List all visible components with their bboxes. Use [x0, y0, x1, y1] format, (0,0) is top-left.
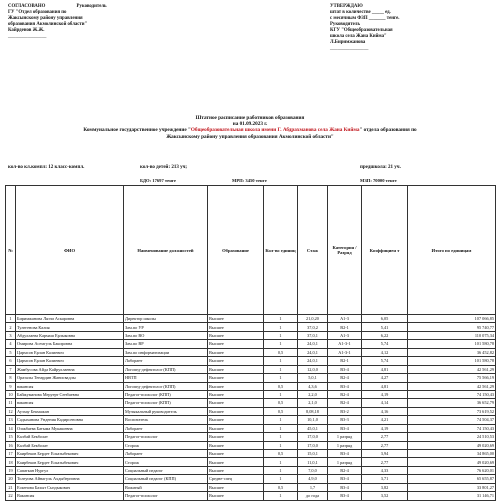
- row-education: Высшее: [208, 390, 264, 398]
- row-category: В2-1: [328, 323, 362, 331]
- row-name: Ауэхау Бекмажан: [16, 407, 124, 415]
- row-number: 19: [6, 466, 16, 474]
- row-coefficient: 6,05: [362, 315, 408, 323]
- confirmed-line-5: школа села Жана Кийма": [330, 34, 387, 39]
- row-coefficient: 2,77: [362, 433, 408, 441]
- row-education: Высшее: [208, 365, 264, 373]
- row-number: 1: [6, 315, 16, 323]
- row-coefficient: 4,81: [362, 365, 408, 373]
- row-units: 1: [264, 331, 298, 339]
- row-category: В2-4: [328, 399, 362, 407]
- row-name: Каирбеков Бердет Есказыбекович: [16, 450, 124, 458]
- title-line-2: на 01.09.2023 г.: [232, 121, 268, 128]
- row-coefficient: 6,22: [362, 331, 408, 339]
- approved-org-line-2: Жаксынскому району управления: [8, 16, 83, 21]
- row-position: Музыкальный руководитель: [124, 407, 208, 415]
- row-coefficient: 3,82: [362, 483, 408, 491]
- row-category: А1-3-1: [328, 340, 362, 348]
- row-education: Высшее: [208, 374, 264, 382]
- table-row: [6, 416, 496, 424]
- row-education: Высшее: [208, 382, 264, 390]
- table-row: [6, 483, 496, 491]
- row-category: В2-4: [328, 390, 362, 398]
- approved-sign-line: ________________: [8, 34, 47, 39]
- row-position: Педагог-психолог: [124, 433, 208, 441]
- header-total: Итого по единицам: [408, 186, 496, 315]
- row-name: вакансия: [16, 382, 124, 390]
- row-experience: 24,0,1: [298, 348, 328, 356]
- row-experience: 4,3,6: [298, 382, 328, 390]
- row-position: Лаборант: [124, 450, 208, 458]
- row-name: Абдуллаева Кармаш Ерлыковна: [16, 331, 124, 339]
- row-number: 8: [6, 374, 16, 382]
- row-number: 15: [6, 433, 16, 441]
- confirmed-line-6: Л.Биримжанова: [330, 40, 366, 45]
- row-total: 33 801,27: [408, 483, 496, 491]
- table-row: [6, 450, 496, 458]
- confirmed-line-3: Руководитель: [330, 22, 361, 27]
- row-number: 20: [6, 475, 16, 483]
- table-row: [6, 340, 496, 348]
- row-category: В3-4: [328, 365, 362, 373]
- row-category: 1 разряд: [328, 441, 362, 449]
- row-experience: 12,0,0: [298, 365, 328, 373]
- table-row: [6, 399, 496, 407]
- confirmed-line-1: штат в количестве _____ ед.: [330, 10, 391, 15]
- row-experience: 15,0,1: [298, 450, 328, 458]
- confirmed-sign-line: ________________: [330, 46, 369, 51]
- table-row: [6, 441, 496, 449]
- stat-preschool: предшкола: 21 уч.: [360, 165, 401, 170]
- confirmed-line-2: с месячным ФЗП _______ тенге.: [330, 16, 400, 21]
- row-experience: 45,0,1: [298, 424, 328, 432]
- row-category: А1-3: [328, 331, 362, 339]
- row-education: Высшее: [208, 450, 264, 458]
- row-category: 1 разряд: [328, 458, 362, 466]
- row-category: В3-4: [328, 475, 362, 483]
- row-experience: 2,1,0: [298, 399, 328, 407]
- row-total: 75 566,19: [408, 374, 496, 382]
- row-experience: 11,0,1: [298, 458, 328, 466]
- row-number: 16: [6, 441, 16, 449]
- row-position: Педагог-психолог (КПП): [124, 390, 208, 398]
- row-coefficient: 4,12: [362, 348, 408, 356]
- row-position: Воспитатель: [124, 416, 208, 424]
- table-row: [6, 374, 496, 382]
- row-education: Высшее: [208, 348, 264, 356]
- row-number: 14: [6, 424, 16, 432]
- row-experience: 10,1,0: [298, 416, 328, 424]
- row-position: Сторож: [124, 441, 208, 449]
- row-education: Высшее: [208, 331, 264, 339]
- stat-classes: кол-во кл.компл: 12 класс-компл.: [8, 165, 85, 170]
- row-units: 1: [264, 441, 298, 449]
- row-total: 107 066,85: [408, 315, 496, 323]
- row-number: 12: [6, 407, 16, 415]
- row-units: 1: [264, 433, 298, 441]
- row-experience: 37,0,1: [298, 331, 328, 339]
- table-row: [6, 323, 496, 331]
- row-experience: 7,0,0: [298, 466, 328, 474]
- header-experience: Стаж: [298, 186, 328, 315]
- row-total: 95 740,77: [408, 323, 496, 331]
- row-position: Педагог-психолог (КПП): [124, 399, 208, 407]
- row-experience: 17,0,0: [298, 433, 328, 441]
- row-units: 0,5: [264, 382, 298, 390]
- row-education: Высшее: [208, 441, 264, 449]
- table-row: [6, 331, 496, 339]
- row-units: 1: [264, 390, 298, 398]
- row-units: 1: [264, 458, 298, 466]
- row-total: 74 504,37: [408, 416, 496, 424]
- row-units: 1: [264, 315, 298, 323]
- row-name: Цармсов Ерлан Калиевич: [16, 357, 124, 365]
- row-experience: 37,0,2: [298, 323, 328, 331]
- row-total: 42 561,29: [408, 382, 496, 390]
- row-coefficient: 4,19: [362, 390, 408, 398]
- row-total: 34 865,00: [408, 450, 496, 458]
- table-row: [6, 382, 496, 390]
- table-row: [6, 424, 496, 432]
- row-number: 2: [6, 323, 16, 331]
- approved-person: Кайрденов Ж.Ж.: [8, 28, 45, 33]
- row-number: 6: [6, 357, 16, 365]
- row-units: 0,5: [264, 450, 298, 458]
- row-position: Лаборант: [124, 424, 208, 432]
- row-total: 101 580,78: [408, 357, 496, 365]
- row-total: 49 020,69: [408, 441, 496, 449]
- school-name: Общеобразовательная школа имени Г. Абдрахманова села Жана Кийма: [190, 127, 360, 134]
- header-number: №: [6, 186, 16, 315]
- row-units: 0,5: [264, 399, 298, 407]
- row-position: Директор школы: [124, 315, 208, 323]
- rate-bdo: БДО: 17697 тенге: [140, 178, 176, 183]
- row-coefficient: 2,77: [362, 441, 408, 449]
- row-experience: 2,2,0: [298, 390, 328, 398]
- row-units: 0,5: [264, 407, 298, 415]
- table-row: [6, 390, 496, 398]
- row-category: В2-4: [328, 374, 362, 382]
- row-coefficient: 4,33: [362, 466, 408, 474]
- rate-mrp: МРП: 3450 тенге: [232, 178, 267, 183]
- row-position: Зам.по УР: [124, 323, 208, 331]
- row-units: 1: [264, 357, 298, 365]
- table-row: [6, 475, 496, 483]
- row-category: В3-4: [328, 483, 362, 491]
- row-total: 49 020,69: [408, 458, 496, 466]
- document-title: [40, 115, 460, 140]
- row-position: Логопед-дефектолог (КПП): [124, 365, 208, 373]
- table-row: [6, 348, 496, 356]
- row-category: В3-4: [328, 450, 362, 458]
- table-row: [6, 492, 496, 500]
- row-number: 21: [6, 483, 16, 491]
- row-total: 74 150,43: [408, 390, 496, 398]
- row-experience: 21,0,20: [298, 315, 328, 323]
- row-category: А1-3-1: [328, 348, 362, 356]
- row-position: Зам.по ВР: [124, 340, 208, 348]
- approved-title: СОГЛАСОВАНО: [8, 4, 46, 9]
- row-coefficient: 3,94: [362, 450, 408, 458]
- row-units: 1: [264, 323, 298, 331]
- row-position: Лаборант: [124, 357, 208, 365]
- row-coefficient: 3,52: [362, 492, 408, 500]
- row-coefficient: 4,27: [362, 374, 408, 382]
- row-position: Зам.по информатизации: [124, 348, 208, 356]
- row-units: 1: [264, 416, 298, 424]
- row-education: Высшее: [208, 323, 264, 331]
- row-total: 65 655,87: [408, 475, 496, 483]
- row-number: 17: [6, 450, 16, 458]
- row-experience: 24,0,1: [298, 340, 328, 348]
- row-units: 0,5: [264, 483, 298, 491]
- row-position: Социальный педагог (КПП): [124, 475, 208, 483]
- row-name: вакансия: [16, 399, 124, 407]
- row-name: Оразалы Тенардин Жанисвадлы: [16, 374, 124, 382]
- row-experience: 4,9,0: [298, 475, 328, 483]
- row-units: 1: [264, 492, 298, 500]
- row-coefficient: 5,41: [362, 323, 408, 331]
- row-category: 1 разряд: [328, 433, 362, 441]
- row-experience: 5,0,1: [298, 374, 328, 382]
- row-number: 5: [6, 348, 16, 356]
- row-coefficient: 3,71: [362, 475, 408, 483]
- row-total: 76 620,01: [408, 466, 496, 474]
- header-position: Наименование должностей: [124, 186, 208, 315]
- row-number: 4: [6, 340, 16, 348]
- row-total: 42 561,29: [408, 365, 496, 373]
- title-line-3-suffix: " отдела образования по: [359, 127, 417, 134]
- row-units: 1: [264, 466, 298, 474]
- row-total: 101 580,78: [408, 340, 496, 348]
- row-position: Вожатый: [124, 483, 208, 491]
- approved-role: Руководитель: [76, 4, 107, 9]
- row-total: 36 652,79: [408, 399, 496, 407]
- row-coefficient: 4,21: [362, 416, 408, 424]
- header-coefficient: Коэффициен т: [362, 186, 408, 315]
- table-row: [6, 433, 496, 441]
- table-row: [6, 407, 496, 415]
- rate-mzp: МЗП: 70000 тенге: [360, 178, 397, 183]
- row-name: Омирова Асемгуль Бакировна: [16, 340, 124, 348]
- header-category: Категория / Разряд: [328, 186, 362, 315]
- row-name: Калбай Бекболат: [16, 433, 124, 441]
- row-experience: 1,7: [298, 483, 328, 491]
- row-coefficient: 4,19: [362, 424, 408, 432]
- table-row: [6, 458, 496, 466]
- title-line-3-prefix: Коммунальное государственное учреждение ": [83, 127, 191, 134]
- row-name: Цармсов Ерлан Калиевич: [16, 348, 124, 356]
- row-category: В3-2: [328, 407, 362, 415]
- row-education: Высшее: [208, 466, 264, 474]
- row-coefficient: 4,81: [362, 382, 408, 390]
- row-experience: до года: [298, 492, 328, 500]
- row-education: Высшее: [208, 433, 264, 441]
- row-number: 7: [6, 365, 16, 373]
- approved-org-line-3: образования Акмолинской области": [8, 22, 88, 27]
- title-line-3: [40, 127, 460, 133]
- row-education: Высшее: [208, 424, 264, 432]
- row-education: Высшее: [208, 483, 264, 491]
- row-coefficient: 5,74: [362, 357, 408, 365]
- row-name: Каирбеков Бердет Есказыбекович: [16, 458, 124, 466]
- row-education: Высшее: [208, 492, 264, 500]
- table-row: [6, 315, 496, 323]
- row-category: В3-4: [328, 492, 362, 500]
- row-coefficient: 2,77: [362, 458, 408, 466]
- row-coefficient: 4,16: [362, 407, 408, 415]
- row-units: 1: [264, 475, 298, 483]
- row-name: Садыханова Ундения Кадирсеновна: [16, 416, 124, 424]
- row-number: 3: [6, 331, 16, 339]
- row-category: В2-1: [328, 357, 362, 365]
- row-number: 22: [6, 492, 16, 500]
- table-row: [6, 365, 496, 373]
- row-education: Высшее: [208, 458, 264, 466]
- row-category: В3-4: [328, 424, 362, 432]
- row-number: 18: [6, 458, 16, 466]
- row-coefficient: 5,74: [362, 340, 408, 348]
- header-units: Кол-во единиц: [264, 186, 298, 315]
- row-units: 0,5: [264, 348, 298, 356]
- row-name: Вакансия: [16, 492, 124, 500]
- row-total: 24 510,53: [408, 433, 496, 441]
- header-name: ФИО: [16, 186, 124, 315]
- row-units: 1: [264, 424, 298, 432]
- stat-children: кол-во детей: 213 уч;: [140, 165, 188, 170]
- row-number: 13: [6, 416, 16, 424]
- row-name: Сапаткан Нургул: [16, 466, 124, 474]
- row-education: Высшее: [208, 315, 264, 323]
- row-education: Высшее: [208, 399, 264, 407]
- row-category: В2-4: [328, 466, 362, 474]
- row-education: Высшее: [208, 357, 264, 365]
- row-number: 11: [6, 399, 16, 407]
- confirmed-title: УТВЕРЖДАЮ: [330, 4, 363, 9]
- row-name: Калбай Бекболат: [16, 441, 124, 449]
- row-position: НВТП: [124, 374, 208, 382]
- row-number: 9: [6, 382, 16, 390]
- row-total: 110 075,34: [408, 331, 496, 339]
- row-coefficient: 4,14: [362, 399, 408, 407]
- row-units: 1: [264, 365, 298, 373]
- table-body: [6, 315, 496, 501]
- row-units: 1: [264, 340, 298, 348]
- row-education: Высшее: [208, 340, 264, 348]
- row-name: Байжуманова Меруерт Сенбаевна: [16, 390, 124, 398]
- row-position: Зам.по ВО: [124, 331, 208, 339]
- approval-block: [8, 4, 107, 40]
- row-education: Высшее: [208, 407, 264, 415]
- row-total: 74 150,43: [408, 424, 496, 432]
- table-header-row: [6, 186, 496, 315]
- row-position: Сторож: [124, 458, 208, 466]
- row-name: Толеуова Айнагуль Ахдыберговна: [16, 475, 124, 483]
- title-line-1: Штатное расписание работников образования: [195, 115, 305, 121]
- row-name: Биримжанова Ляззи Аскаровна: [16, 315, 124, 323]
- row-experience: 24,0,1: [298, 357, 328, 365]
- confirmation-block: [330, 4, 399, 52]
- table-row: [6, 357, 496, 365]
- row-experience: 17,0,0: [298, 441, 328, 449]
- row-units: 1: [264, 374, 298, 382]
- row-total: 73 619,52: [408, 407, 496, 415]
- row-position: Логопед-дефектолог (КПП): [124, 382, 208, 390]
- row-name: Ескенова Бахыт Сыздыкович: [16, 483, 124, 491]
- row-category: В3-4: [328, 382, 362, 390]
- row-total: 36 452,82: [408, 348, 496, 356]
- row-position: Педагог-психолог: [124, 492, 208, 500]
- row-number: 10: [6, 390, 16, 398]
- row-education: Высшее: [208, 416, 264, 424]
- approved-org-line-1: ГУ "Отдел образования по: [8, 10, 67, 15]
- row-name: Жамбусова Айда Кайруллаевна: [16, 365, 124, 373]
- table-row: [6, 466, 496, 474]
- row-category: В3-3: [328, 416, 362, 424]
- row-category: А1-3: [328, 315, 362, 323]
- confirmed-line-4: КГУ "Общеобразовательная: [330, 28, 393, 33]
- staff-table: [5, 185, 496, 501]
- row-name: Озакбаева Батыма Мукашевна: [16, 424, 124, 432]
- title-line-4: Жаксынскому району управления образования Акмолинской области": [166, 133, 334, 140]
- row-position: Социальный педагог: [124, 466, 208, 474]
- row-experience: 8,08,18: [298, 407, 328, 415]
- header-education: Образование: [208, 186, 264, 315]
- row-education: Средне-спец: [208, 475, 264, 483]
- row-name: Тулегенова Калия: [16, 323, 124, 331]
- row-total: 31 146,71: [408, 492, 496, 500]
